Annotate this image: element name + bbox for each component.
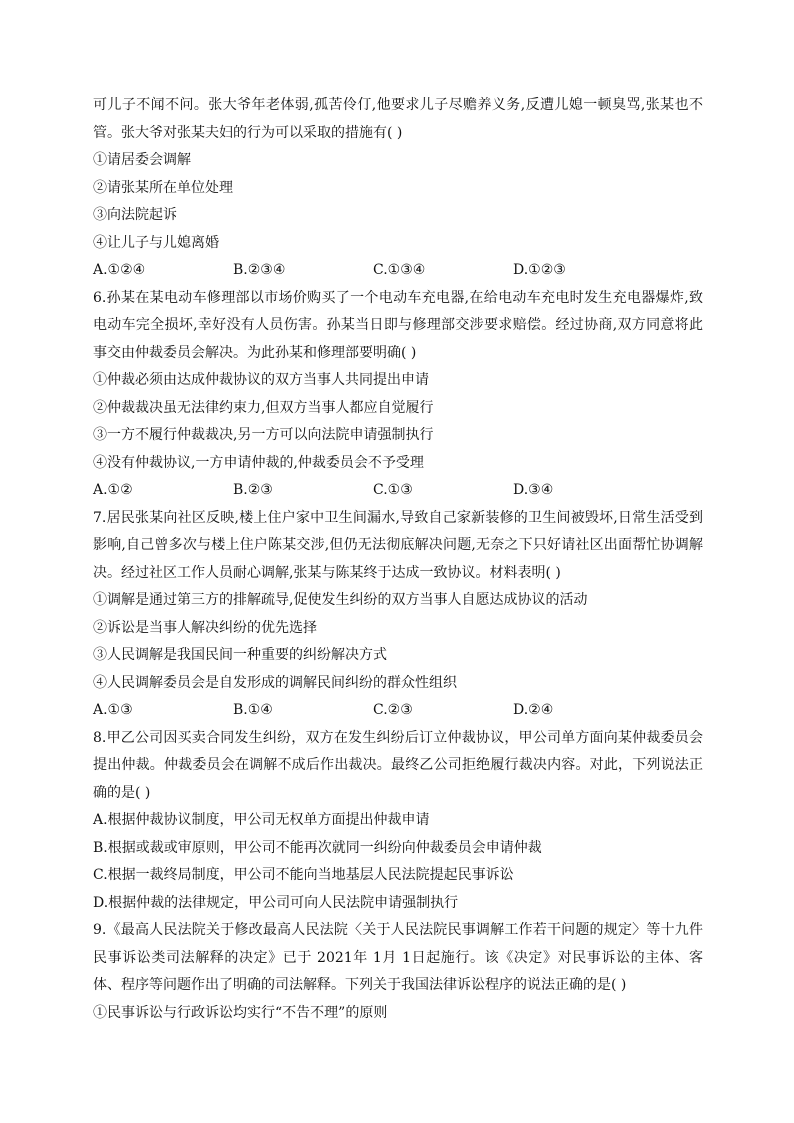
q8-stem: 8.甲乙公司因买卖合同发生纠纷，双方在发生纠纷后订立仲裁协议，甲公司单方面向某仲裁委员会提出仲裁。仲裁委员会在调解不成后作出裁决。最终乙公司拒绝履行裁决内容。对此，下列说法正确的是( ) — [93, 729, 703, 801]
q5-item-4: ④让儿子与儿媳离婚 — [93, 234, 219, 251]
q5-item-1: ①请居委会调解 — [93, 152, 191, 168]
q7-option-b: B.①④ — [233, 702, 273, 718]
q9-item-1: ①民事诉讼与行政诉讼均实行“不告不理”的原则 — [93, 1004, 388, 1021]
q5-option-c: C.①③④ — [373, 262, 426, 278]
q7-item-1: ①调解是通过第三方的排解疏导,促使发生纠纷的双方当事人自愿达成协议的活动 — [93, 592, 588, 608]
q5-item-2: ②请张某所在单位处理 — [93, 179, 233, 196]
q7-item-4: ④人民调解委员会是自发形成的调解民间纠纷的群众性组织 — [93, 674, 457, 691]
q9-stem: 9.《最高人民法院关于修改最高人民法院〈关于人民法院民事调解工作若干问题的规定〉等十九件民事诉讼类司法解释的决定》已于 2021年 1月 1日起施行。该《决定》对民事诉讼的主体、客体、程序等问题作出了明确的司法解释。下列关于我国法律诉讼程序的说法正确的是( ) — [93, 922, 703, 993]
q6-item-3: ③一方不履行仲裁裁决,另一方可以向法院申请强制执行 — [93, 427, 434, 443]
q6-option-c: C.①③ — [373, 482, 413, 498]
q6-option-a: A.①② — [93, 482, 133, 498]
q5-stem: 可儿子不闻不问。张大爷年老体弱,孤苦伶仃,他要求儿子尽赡养义务,反遭儿媳一顿臭骂,张某也不管。张大爷对张某夫妇的行为可以采取的措施有( ) — [93, 97, 703, 141]
q6-option-d: D.③④ — [513, 482, 554, 498]
q8-option-a: A.根据仲裁协议制度，甲公司无权单方面提出仲裁申请 — [93, 812, 430, 828]
q6-options — [93, 477, 703, 505]
q6-item-2: ②仲裁裁决虽无法律约束力,但双方当事人都应自觉履行 — [93, 399, 434, 416]
q6-item-1: ①仲裁必须由达成仲裁协议的双方当事人共同提出申请 — [93, 372, 429, 388]
q7-item-2: ②诉讼是当事人解决纠纷的优先选择 — [93, 619, 317, 636]
q7-option-d: D.②④ — [513, 702, 554, 718]
q5-item-3: ③向法院起诉 — [93, 207, 177, 223]
question-content — [93, 92, 703, 1027]
q5-option-b: B.②③④ — [233, 262, 286, 278]
q6-stem: 6.孙某在某电动车修理部以市场价购买了一个电动车充电器,在给电动车充电时发生充电器爆炸,致电动车完全损坏,幸好没有人员伤害。孙某当日即与修理部交涉要求赔偿。经过协商,双方同意将此事交由仲裁委员会解决。为此孙某和修理部要明确( ) — [93, 289, 703, 361]
q7-option-a: A.①③ — [93, 702, 133, 718]
q8-option-b: B.根据或裁或审原则，甲公司不能再次就同一纠纷向仲裁委员会申请仲裁 — [93, 839, 542, 856]
q5-option-d: D.①②③ — [513, 262, 566, 278]
q6-item-4: ④没有仲裁协议,一方申请仲裁的,仲裁委员会不予受理 — [93, 454, 424, 471]
q8-option-c: C.根据一裁终局制度，甲公司不能向当地基层人民法院提起民事诉讼 — [93, 867, 514, 883]
q7-stem: 7.居民张某向社区反映,楼上住户家中卫生间漏水,导致自己家新装修的卫生间被毁坏,日常生活受到影响,自己曾多次与楼上住户陈某交涉,但仍无法彻底解决问题,无奈之下只好请社区出面帮忙协调解决。经过社区工作人员耐心调解,张某与陈某终于达成一致协议。材料表明( ) — [93, 509, 703, 581]
q7-option-c: C.②③ — [373, 702, 413, 718]
q5-options — [93, 257, 703, 285]
q6-option-b: B.②③ — [233, 482, 273, 498]
q8-option-d: D.根据仲裁的法律规定，甲公司可向人民法院申请强制执行 — [93, 894, 459, 911]
q7-item-3: ③人民调解是我国民间一种重要的纠纷解决方式 — [93, 647, 387, 663]
q7-options — [93, 697, 703, 725]
q5-option-a: A.①②④ — [93, 262, 146, 278]
